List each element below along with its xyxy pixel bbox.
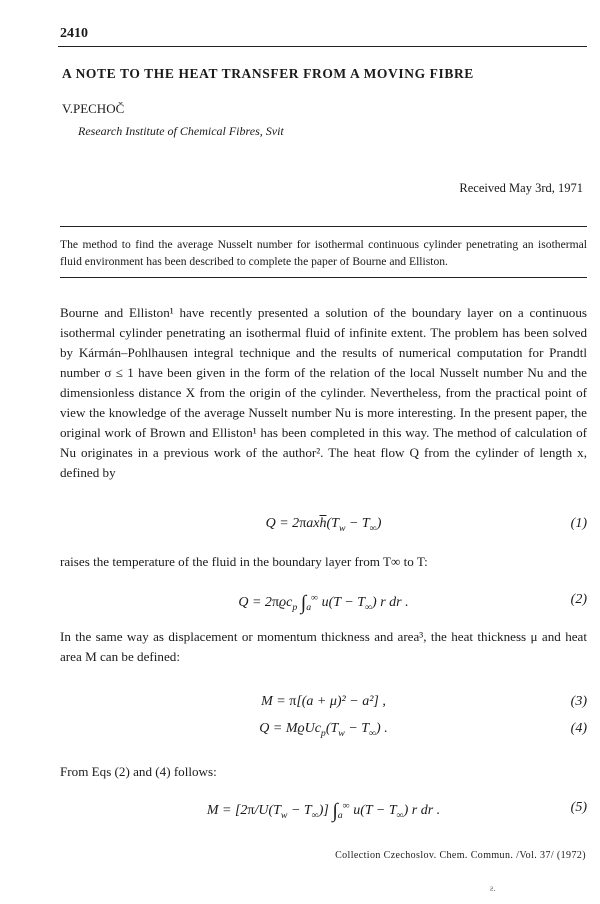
header-rule <box>58 46 587 47</box>
article-title: A NOTE TO THE HEAT TRANSFER FROM A MOVING FIBRE <box>62 66 474 81</box>
author-name: V.PECHOČ <box>62 101 125 116</box>
equation-3 <box>60 694 587 718</box>
journal-footer: Collection Czechoslov. Chem. Commun. /Vol. 37/ (1972) <box>335 850 586 861</box>
page-number: 2410 <box>60 26 88 41</box>
received-date: Received May 3rd, 1971 <box>459 181 583 195</box>
abstract-rule-top <box>60 226 587 227</box>
equation-5-expression: $M = [2\pi/U(T_w - T_\infty)]$ $\int_a^\infty$ $u(T - T_\infty)$ r dr . <box>206 800 441 822</box>
author-affiliation: Research Institute of Chemical Fibres, Svit <box>78 124 284 138</box>
abstract: The method to find the average Nusselt number for isothermal continuous cylinder penetrating an isothermal fluid environment has been described to complete the paper of Bourne and Elliston. <box>60 238 587 268</box>
abstract-rule-bottom <box>60 277 587 278</box>
equation-4 <box>60 721 587 745</box>
body-paragraph-2: raises the temperature of the fluid in the boundary layer from T∞ to T: <box>60 554 428 569</box>
equation-1 <box>60 516 587 540</box>
page-mark: ƨ. <box>490 883 496 893</box>
body-paragraph-1: Bourne and Elliston¹ have recently presented a solution of the boundary layer on a continuous isothermal cylinder penetrating an isothermal fluid of infinite extent. The problem has been solved by Kármán–Pohlhausen integral technique and the results of numerical computation for Prandtl number σ ≤ 1 have been given in the form of the relation of the local Nusselt number Nu and the dimensionless distance X from the origin of the cylinder. Nevertheless, from the practical point of view the knowledge of the average Nusselt number Nu is more interesting. In the present paper, the original work of Brown and Elliston¹ has been completed in this way. The method of calculation of Nu originates in a previous work of the author². The heat flow Q from the cylinder of length x, defined by <box>60 305 587 480</box>
equation-2-expression: Q = 2πϱc$_p$ $\int_a^\infty$ $u(T - T_\infty)$ r dr . <box>238 592 409 614</box>
equation-1-number: (1) <box>570 516 587 531</box>
equation-4-number: (4) <box>570 721 587 736</box>
body-paragraph-4: From Eqs (2) and (4) follows: <box>60 764 217 779</box>
equation-1-expression: $Q = 2\pi ax\overline{h}(T_w - T_\infty)$ <box>265 516 382 534</box>
equation-4-expression: $Q = MϱUc_p(T_w - T_\infty)$ . <box>259 721 388 739</box>
equation-2 <box>60 592 587 616</box>
equation-5 <box>60 800 587 824</box>
equation-3-expression: M = π[(a + μ)² − a²] , <box>261 694 386 709</box>
body-paragraph-3: In the same way as displacement or momentum thickness and area³, the heat thickness μ and heat area M can be defined: <box>60 629 587 664</box>
equation-3-number: (3) <box>570 694 587 709</box>
equation-5-number: (5) <box>570 800 587 815</box>
equation-2-number: (2) <box>570 592 587 607</box>
